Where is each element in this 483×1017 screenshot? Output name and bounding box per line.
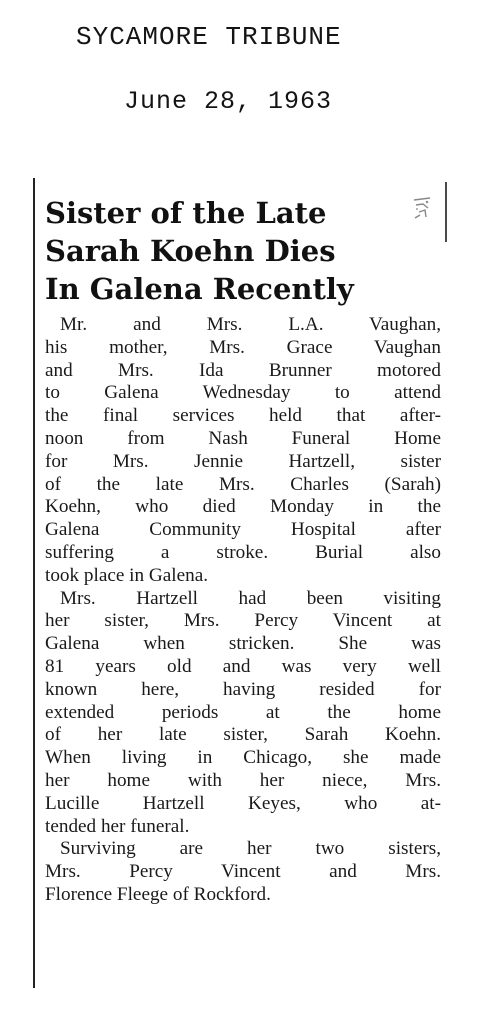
- article-paragraph: [45, 314, 441, 588]
- article-line: 81 years old and was very well: [45, 655, 441, 677]
- article-line: tended her funeral.: [45, 815, 190, 837]
- article-line: his mother, Mrs. Grace Vaughan: [45, 336, 441, 358]
- clipping-column-rule: [33, 178, 35, 988]
- article-line: took place in Galena.: [45, 564, 209, 586]
- article-line: Mrs. Hartzell had been visiting: [60, 587, 441, 609]
- article-line: When living in Chicago, she made: [45, 747, 441, 769]
- newspaper-clipping: [33, 176, 447, 988]
- article-line: and Mrs. Ida Brunner motored: [45, 359, 441, 381]
- article-line: Lucille Hartzell Keyes, who at-: [45, 792, 441, 814]
- article-line: suffering a stroke. Burial also: [45, 541, 441, 563]
- headline-line: Sister of the Late: [45, 196, 327, 230]
- publication-date: June 28, 1963: [124, 87, 333, 116]
- article-line: Galena Community Hospital after: [45, 519, 441, 541]
- article-line: for Mrs. Jennie Hartzell, sister: [45, 450, 441, 472]
- article-headline: [45, 194, 425, 308]
- article-line: of the late Mrs. Charles (Sarah): [45, 473, 441, 495]
- article-line: known here, having resided for: [45, 678, 441, 700]
- clipping-edge-rule: [445, 182, 447, 242]
- article-line: noon from Nash Funeral Home: [45, 427, 441, 449]
- article-line: the final services held that after-: [45, 405, 441, 427]
- article-paragraph: [45, 838, 441, 906]
- newspaper-name: SYCAMORE TRIBUNE: [76, 22, 342, 52]
- article-line: to Galena Wednesday to attend: [45, 382, 441, 404]
- headline-line: In Galena Recently: [45, 272, 354, 306]
- article-line: her sister, Mrs. Percy Vincent at: [45, 610, 441, 632]
- article-line: Surviving are her two sisters,: [60, 838, 441, 860]
- article-line: extended periods at the home: [45, 701, 441, 723]
- headline-line: Sarah Koehn Dies: [45, 234, 336, 268]
- article-line: Florence Fleege of Rockford.: [45, 883, 271, 905]
- article-line: Koehn, who died Monday in the: [45, 496, 441, 518]
- article-line: Mr. and Mrs. L.A. Vaughan,: [60, 314, 441, 335]
- article-body: [45, 314, 441, 907]
- article-line: of her late sister, Sarah Koehn.: [45, 724, 441, 746]
- article-line: her home with her niece, Mrs.: [45, 769, 441, 791]
- article-paragraph: [45, 588, 441, 839]
- article-line: Mrs. Percy Vincent and Mrs.: [45, 861, 441, 883]
- article-line: Galena when stricken. She was: [45, 633, 441, 655]
